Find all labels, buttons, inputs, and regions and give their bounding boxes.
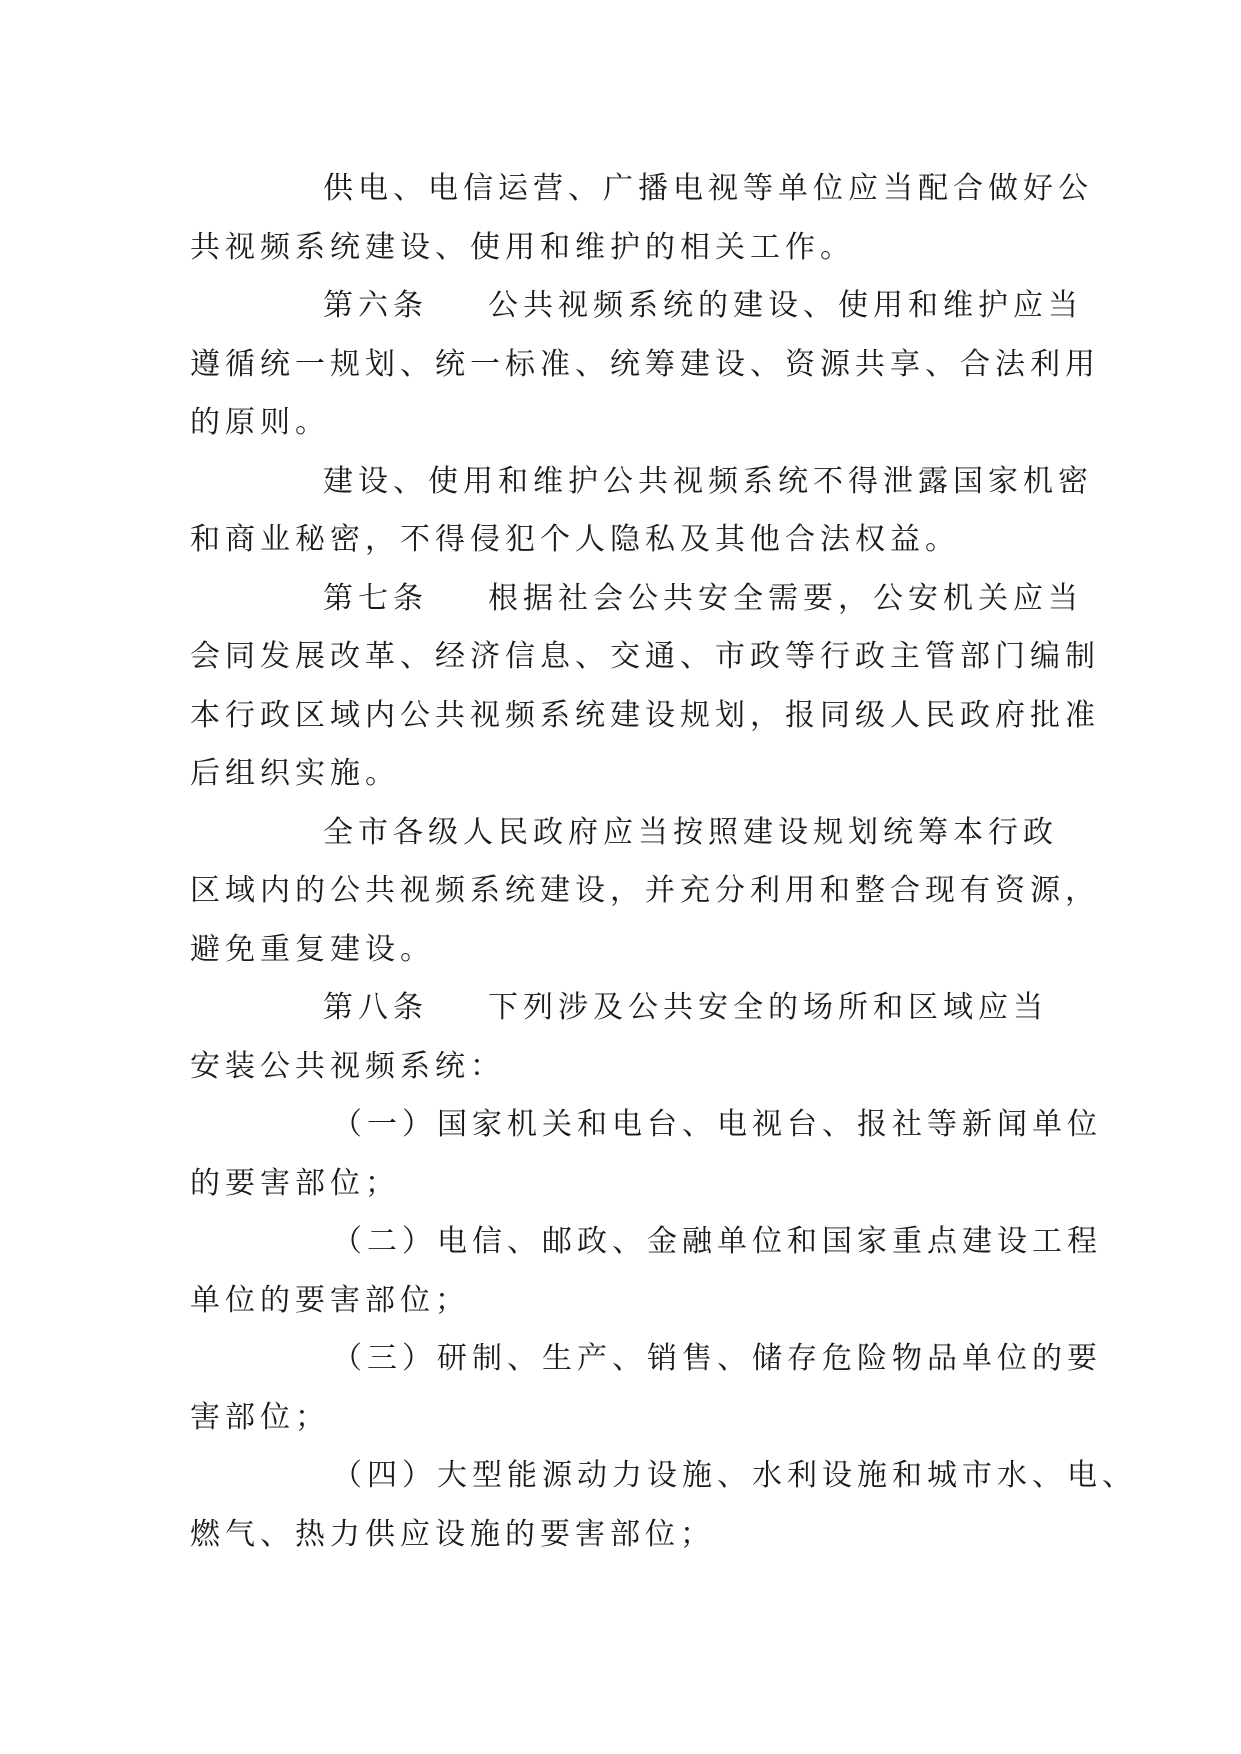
list-item-line: （四）大型能源动力设施、水利设施和城市水、电、 [332, 1458, 1137, 1493]
paragraph-line: 燃气、热力供应设施的要害部位； [190, 1516, 715, 1552]
paragraph-line: 建设、使用和维护公共视频系统不得泄露国家机密 [323, 463, 1093, 499]
paragraph-line: 遵循统一规划、统一标准、统筹建设、资源共享、合法利用 [190, 346, 1100, 382]
document-body [190, 160, 1137, 1564]
article-heading-line: 第六条 公共视频系统的建设、使用和维护应当 [323, 288, 1083, 323]
paragraph-line: 避免重复建设。 [190, 931, 435, 967]
article-number: 第八条 [323, 990, 428, 1025]
article-heading-line: 第八条 下列涉及公共安全的场所和区域应当 [323, 990, 1048, 1025]
article-number: 第七条 [323, 580, 428, 616]
list-item-line: （一）国家机关和电台、电视台、报社等新闻单位 [332, 1107, 1102, 1142]
paragraph-line: 会同发展改革、经济信息、交通、市政等行政主管部门编制 [190, 639, 1100, 674]
paragraph-line: 全市各级人民政府应当按照建设规划统筹本行政 [323, 814, 1058, 850]
article-number: 第六条 [323, 288, 428, 323]
paragraph-line: 本行政区域内公共视频系统建设规划，报同级人民政府批准 [190, 697, 1100, 733]
list-item-line: （二）电信、邮政、金融单位和国家重点建设工程 [332, 1224, 1102, 1259]
paragraph-line: 后组织实施。 [190, 756, 400, 791]
paragraph-line: 害部位； [190, 1399, 330, 1435]
paragraph-line: 的原则。 [190, 405, 330, 440]
paragraph-line: 区域内的公共视频系统建设，并充分利用和整合现有资源， [190, 873, 1100, 908]
paragraph-line: 共视频系统建设、使用和维护的相关工作。 [190, 229, 855, 265]
list-item-line: （三）研制、生产、销售、储存危险物品单位的要 [332, 1341, 1102, 1376]
paragraph-line: 单位的要害部位； [190, 1282, 470, 1318]
paragraph-line: 安装公共视频系统： [190, 1048, 505, 1084]
article-heading-line: 第七条 根据社会公共安全需要，公安机关应当 [323, 580, 1083, 616]
paragraph-line: 供电、电信运营、广播电视等单位应当配合做好公 [323, 171, 1093, 206]
paragraph-line: 和商业秘密，不得侵犯个人隐私及其他合法权益。 [190, 522, 960, 557]
paragraph-line: 的要害部位； [190, 1165, 400, 1201]
